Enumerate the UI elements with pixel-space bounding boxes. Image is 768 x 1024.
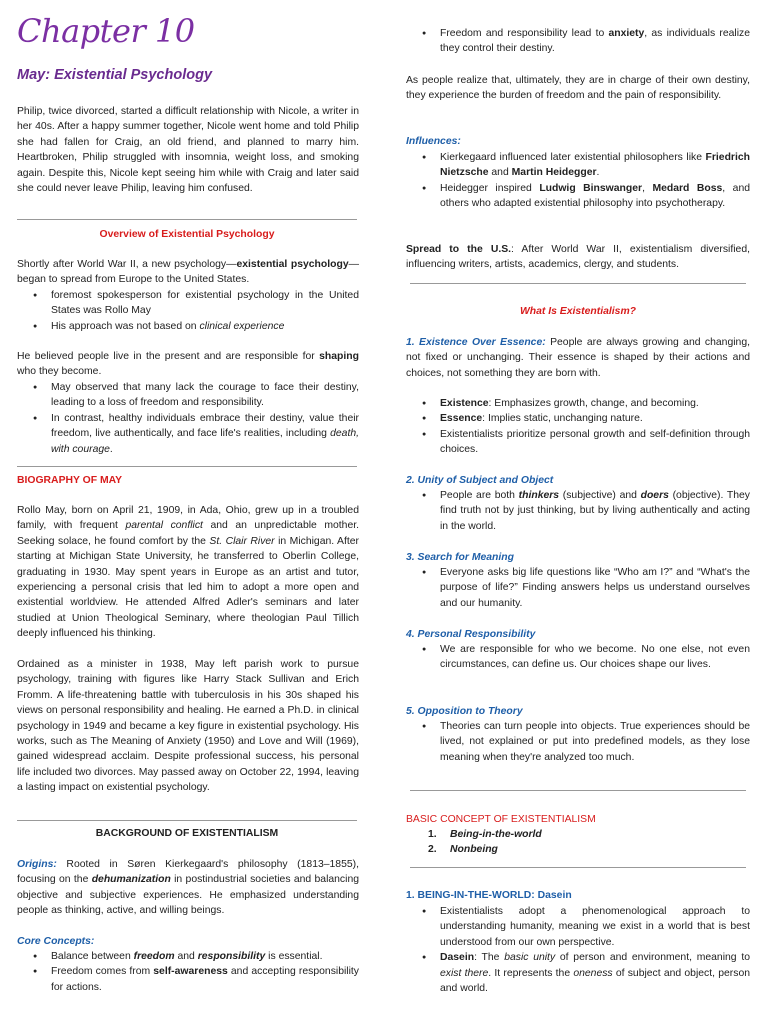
list-item: ● Existentialists prioritize personal growth and self-definition through choices. bbox=[406, 427, 750, 458]
list-item: ● Theories can turn people into objects. True experiences should be lived, not explained or put into predefined models, as they lose meaning when they're analyzed too much. bbox=[406, 719, 750, 765]
divider bbox=[410, 867, 746, 868]
core-concepts-list bbox=[17, 949, 359, 995]
divider bbox=[17, 820, 357, 821]
being-in-the-world-list bbox=[406, 904, 750, 996]
chapter-title: Chapter 10 bbox=[17, 12, 195, 50]
biography-paragraph-2: Ordained as a minister in 1938, May left parish work to pursue psychology, training with figures like Harry Stack Sullivan and Erich Fromm. A life-threatening battle with tuberculosis in his 30s shaped his views on personal responsibility and healing. He earned a Ph.D. in clinical psychology in 1949 and became a key figure in existential psychology. His works, such as The Meaning of Anxiety (1950) and Love and Will (1969), gained widespread acclaim. Despite professional success, his personal life included two divorces. May passed away on October 22, 1994, leaving a lasting impact on existential psychology. bbox=[17, 659, 359, 794]
list-item: ● We are responsible for who we become. No one else, not even circumstances, can define us. Our choices shape our lives. bbox=[406, 642, 750, 673]
influences-list bbox=[406, 150, 750, 212]
overview-paragraph-2: He believed people live in the present and are responsible for shaping who they become. bbox=[17, 351, 359, 378]
spread-paragraph: Spread to the U.S.: After World War II, existentialism diversified, influencing writers, artists, academics, clergy, and students. bbox=[406, 244, 750, 271]
list-item: ● Essence: Implies static, unchanging nature. bbox=[406, 411, 750, 426]
core-concepts-list-continued bbox=[406, 26, 750, 57]
destiny-paragraph: As people realize that, ultimately, they are in charge of their own destiny, they experience the burden of freedom and the pain of responsibility. bbox=[406, 75, 750, 102]
list-item: ● People are both thinkers (subjective) and doers (objective). They find truth not by just thinking, but by living authentically and acting in the world. bbox=[406, 488, 750, 534]
being-in-the-world-heading: 1. BEING-IN-THE-WORLD: Dasein bbox=[406, 890, 572, 901]
list-item: 1. Being-in-the-world bbox=[428, 829, 542, 840]
overview-paragraph-1: Shortly after World War II, a new psychology—existential psychology— began to spread from Europe to the United States. bbox=[17, 259, 359, 286]
background-heading: BACKGROUND OF EXISTENTIALISM bbox=[95, 828, 279, 839]
unity-list bbox=[406, 488, 750, 534]
influences-label: Influences: bbox=[406, 136, 461, 147]
list-item: ● May observed that many lack the courage to face their destiny, leading to a loss of freedom and responsibility. bbox=[17, 380, 359, 411]
list-item: ● Everyone asks big life questions like “Who am I?” and “What's the purpose of life?” Finding answers helps us understand ourselves and our humanity. bbox=[406, 565, 750, 611]
responsibility-label: 4. Personal Responsibility bbox=[406, 629, 536, 640]
core-concepts-label: Core Concepts: bbox=[17, 936, 95, 947]
meaning-label: 3. Search for Meaning bbox=[406, 552, 514, 563]
divider bbox=[410, 790, 746, 791]
list-item: ● His approach was not based on clinical experience bbox=[17, 319, 359, 334]
biography-heading: BIOGRAPHY OF MAY bbox=[17, 475, 123, 486]
responsibility-list bbox=[406, 642, 750, 673]
unity-label: 2. Unity of Subject and Object bbox=[406, 475, 554, 486]
overview-heading: Overview of Existential Psychology bbox=[99, 229, 275, 240]
list-item: ● Freedom comes from self-awareness and accepting responsibility for actions. bbox=[17, 964, 359, 995]
origins-paragraph: Origins: Rooted in Søren Kierkegaard's philosophy (1813–1855), focusing on the dehumanization in postindustrial societies and balancing objective and subjective experiences. He emphasized understanding people as thinking, active, and willing beings. bbox=[17, 859, 359, 917]
meaning-list bbox=[406, 565, 750, 611]
basic-concept-list bbox=[406, 827, 750, 858]
biography-paragraph-1: Rollo May, born on April 21, 1909, in Ada, Ohio, grew up in a troubled family, with frequent parental conflict and an unpredictable mother. Seeking solace, he found comfort by the St. Clair River in Michigan. After starting at Michigan State University, he transferred to Oberlin College, graduating in 1930. May spent years in Europe as an artist and tutor, experiencing a personal crisis that led him to adopt a more open and existential worldview. He attended Alfred Adler's seminars and later studied at Union Theological Seminary, where theologian Paul Tillich deeply influenced his thinking. bbox=[17, 505, 360, 640]
theory-label: 5. Opposition to Theory bbox=[406, 706, 523, 717]
divider bbox=[17, 466, 357, 467]
list-item: ● Heidegger inspired Ludwig Binswanger, Medard Boss, and others who adapted existential philosophy into psychotherapy. bbox=[406, 181, 750, 212]
list-item: ● Existentialists adopt a phenomenological approach to understanding humanity, meaning we exist in a world that is best understood from our own perspective. bbox=[406, 904, 750, 950]
list-item: ● Kierkegaard influenced later existential philosophers like Friedrich Nietzsche and Martin Heidegger. bbox=[406, 150, 750, 181]
overview-list-1 bbox=[17, 288, 359, 334]
list-item: ● Balance between freedom and responsibility is essential. bbox=[17, 949, 359, 964]
what-heading: What Is Existentialism? bbox=[519, 306, 637, 317]
list-item: ● In contrast, healthy individuals embrace their destiny, value their freedom, live authentically, and face life's realities, including death, with courage. bbox=[17, 411, 359, 457]
overview-list-2 bbox=[17, 380, 359, 457]
list-item: ● Dasein: The basic unity of person and environment, meaning to exist there. It represents the oneness of subject and object, person and world. bbox=[406, 950, 750, 996]
list-item: ● Freedom and responsibility lead to anxiety, as individuals realize they control their destiny. bbox=[406, 26, 750, 57]
list-item: ● Existence: Emphasizes growth, change, and becoming. bbox=[406, 396, 750, 411]
basic-concept-heading: BASIC CONCEPT OF EXISTENTIALISM bbox=[406, 814, 596, 825]
divider bbox=[410, 283, 746, 284]
chapter-subtitle: May: Existential Psychology bbox=[17, 67, 213, 83]
theory-list bbox=[406, 719, 750, 765]
list-item: 2. Nonbeing bbox=[428, 844, 498, 856]
existence-paragraph: 1. Existence Over Essence: People are always growing and changing, not fixed or unchanging. Their essence is shaped by their actions and choices, not something they are born with. bbox=[406, 337, 750, 379]
intro-paragraph: Philip, twice divorced, started a difficult relationship with Nicole, a writer in her 40s. After a happy summer together, Nicole went home and told Philip she had fallen for Craig, an old friend, and planned to marry him. Heartbroken, Philip struggled with insomnia, weight loss, and smoking again. Despite this, Nicole kept seeing him while with Craig and later said she could never leave Philip, leaving him confused. bbox=[17, 106, 359, 195]
list-item: ● foremost spokesperson for existential psychology in the United States was Rollo May bbox=[17, 288, 359, 319]
existence-list bbox=[406, 396, 750, 458]
divider bbox=[17, 219, 357, 220]
